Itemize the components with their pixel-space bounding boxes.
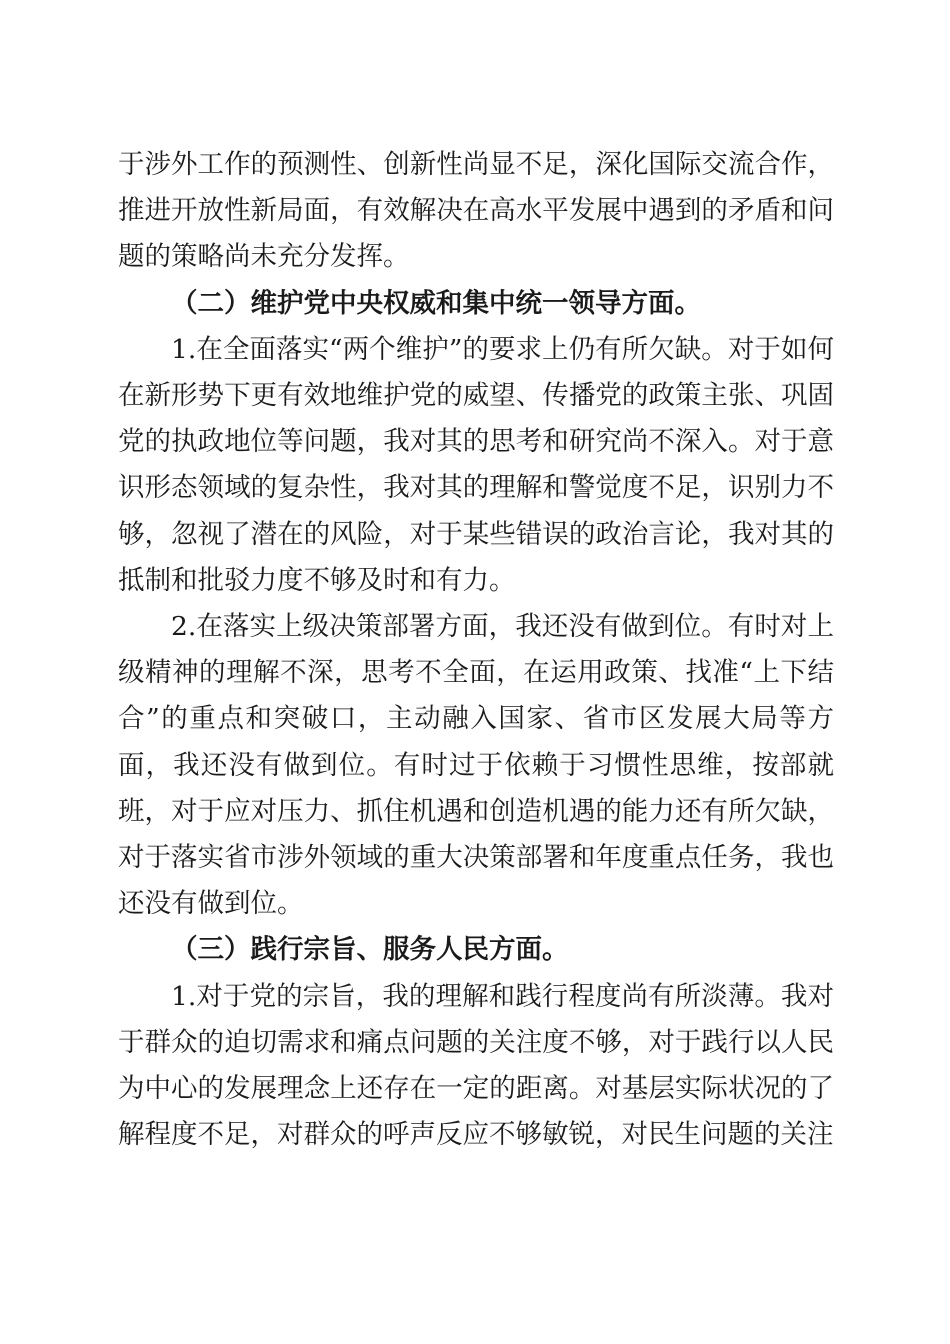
paragraph-item-2: 2.在落实上级决策部署方面，我还没有做到位。有时对上级精神的理解不深，思考不全面，在运用政策、找准“上下结合”的重点和突破口，主动融入国家、省市区发展大局等方面，我还没有做到位。有时过于依赖于习惯性思维，按部就班，对于应对压力、抓住机遇和创造机遇的能力还有所欠缺，对于落实省市涉外领域的重大决策部署和年度重点任务，我也还没有做到位。 <box>118 611 834 920</box>
paragraph-item-1-section-three: 1.对于党的宗旨，我的理解和践行程度尚有所淡薄。我对于群众的迫切需求和痛点问题的关注度不够，对于践行以人民为中心的发展理念上还存在一定的距离。对基层实际状况的了解程度不足，对群众的呼声反应不够敏锐，对民生问题的关注 <box>118 980 834 1151</box>
paragraph-continued: 于涉外工作的预测性、创新性尚显不足，深化国际交流合作，推进开放性新局面，有效解决在高水平发展中遇到的矛盾和问题的策略尚未充分发挥。 <box>118 149 834 273</box>
section-heading-three: （三）践行宗旨、服务人民方面。 <box>171 934 569 966</box>
document-page <box>118 142 834 1158</box>
section-heading-two: （二）维护党中央权威和集中统一领导方面。 <box>171 287 701 319</box>
paragraph-item-1: 1.在全面落实“两个维护”的要求上仍有所欠缺。对于如何在新形势下更有效地维护党的威望、传播党的政策主张、巩固党的执政地位等问题，我对其的思考和研究尚不深入。对于意识形态领域的复杂性，我对其的理解和警觉度不足，识别力不够，忽视了潜在的风险，对于某些错误的政治言论，我对其的抵制和批驳力度不够及时和有力。 <box>118 333 834 596</box>
